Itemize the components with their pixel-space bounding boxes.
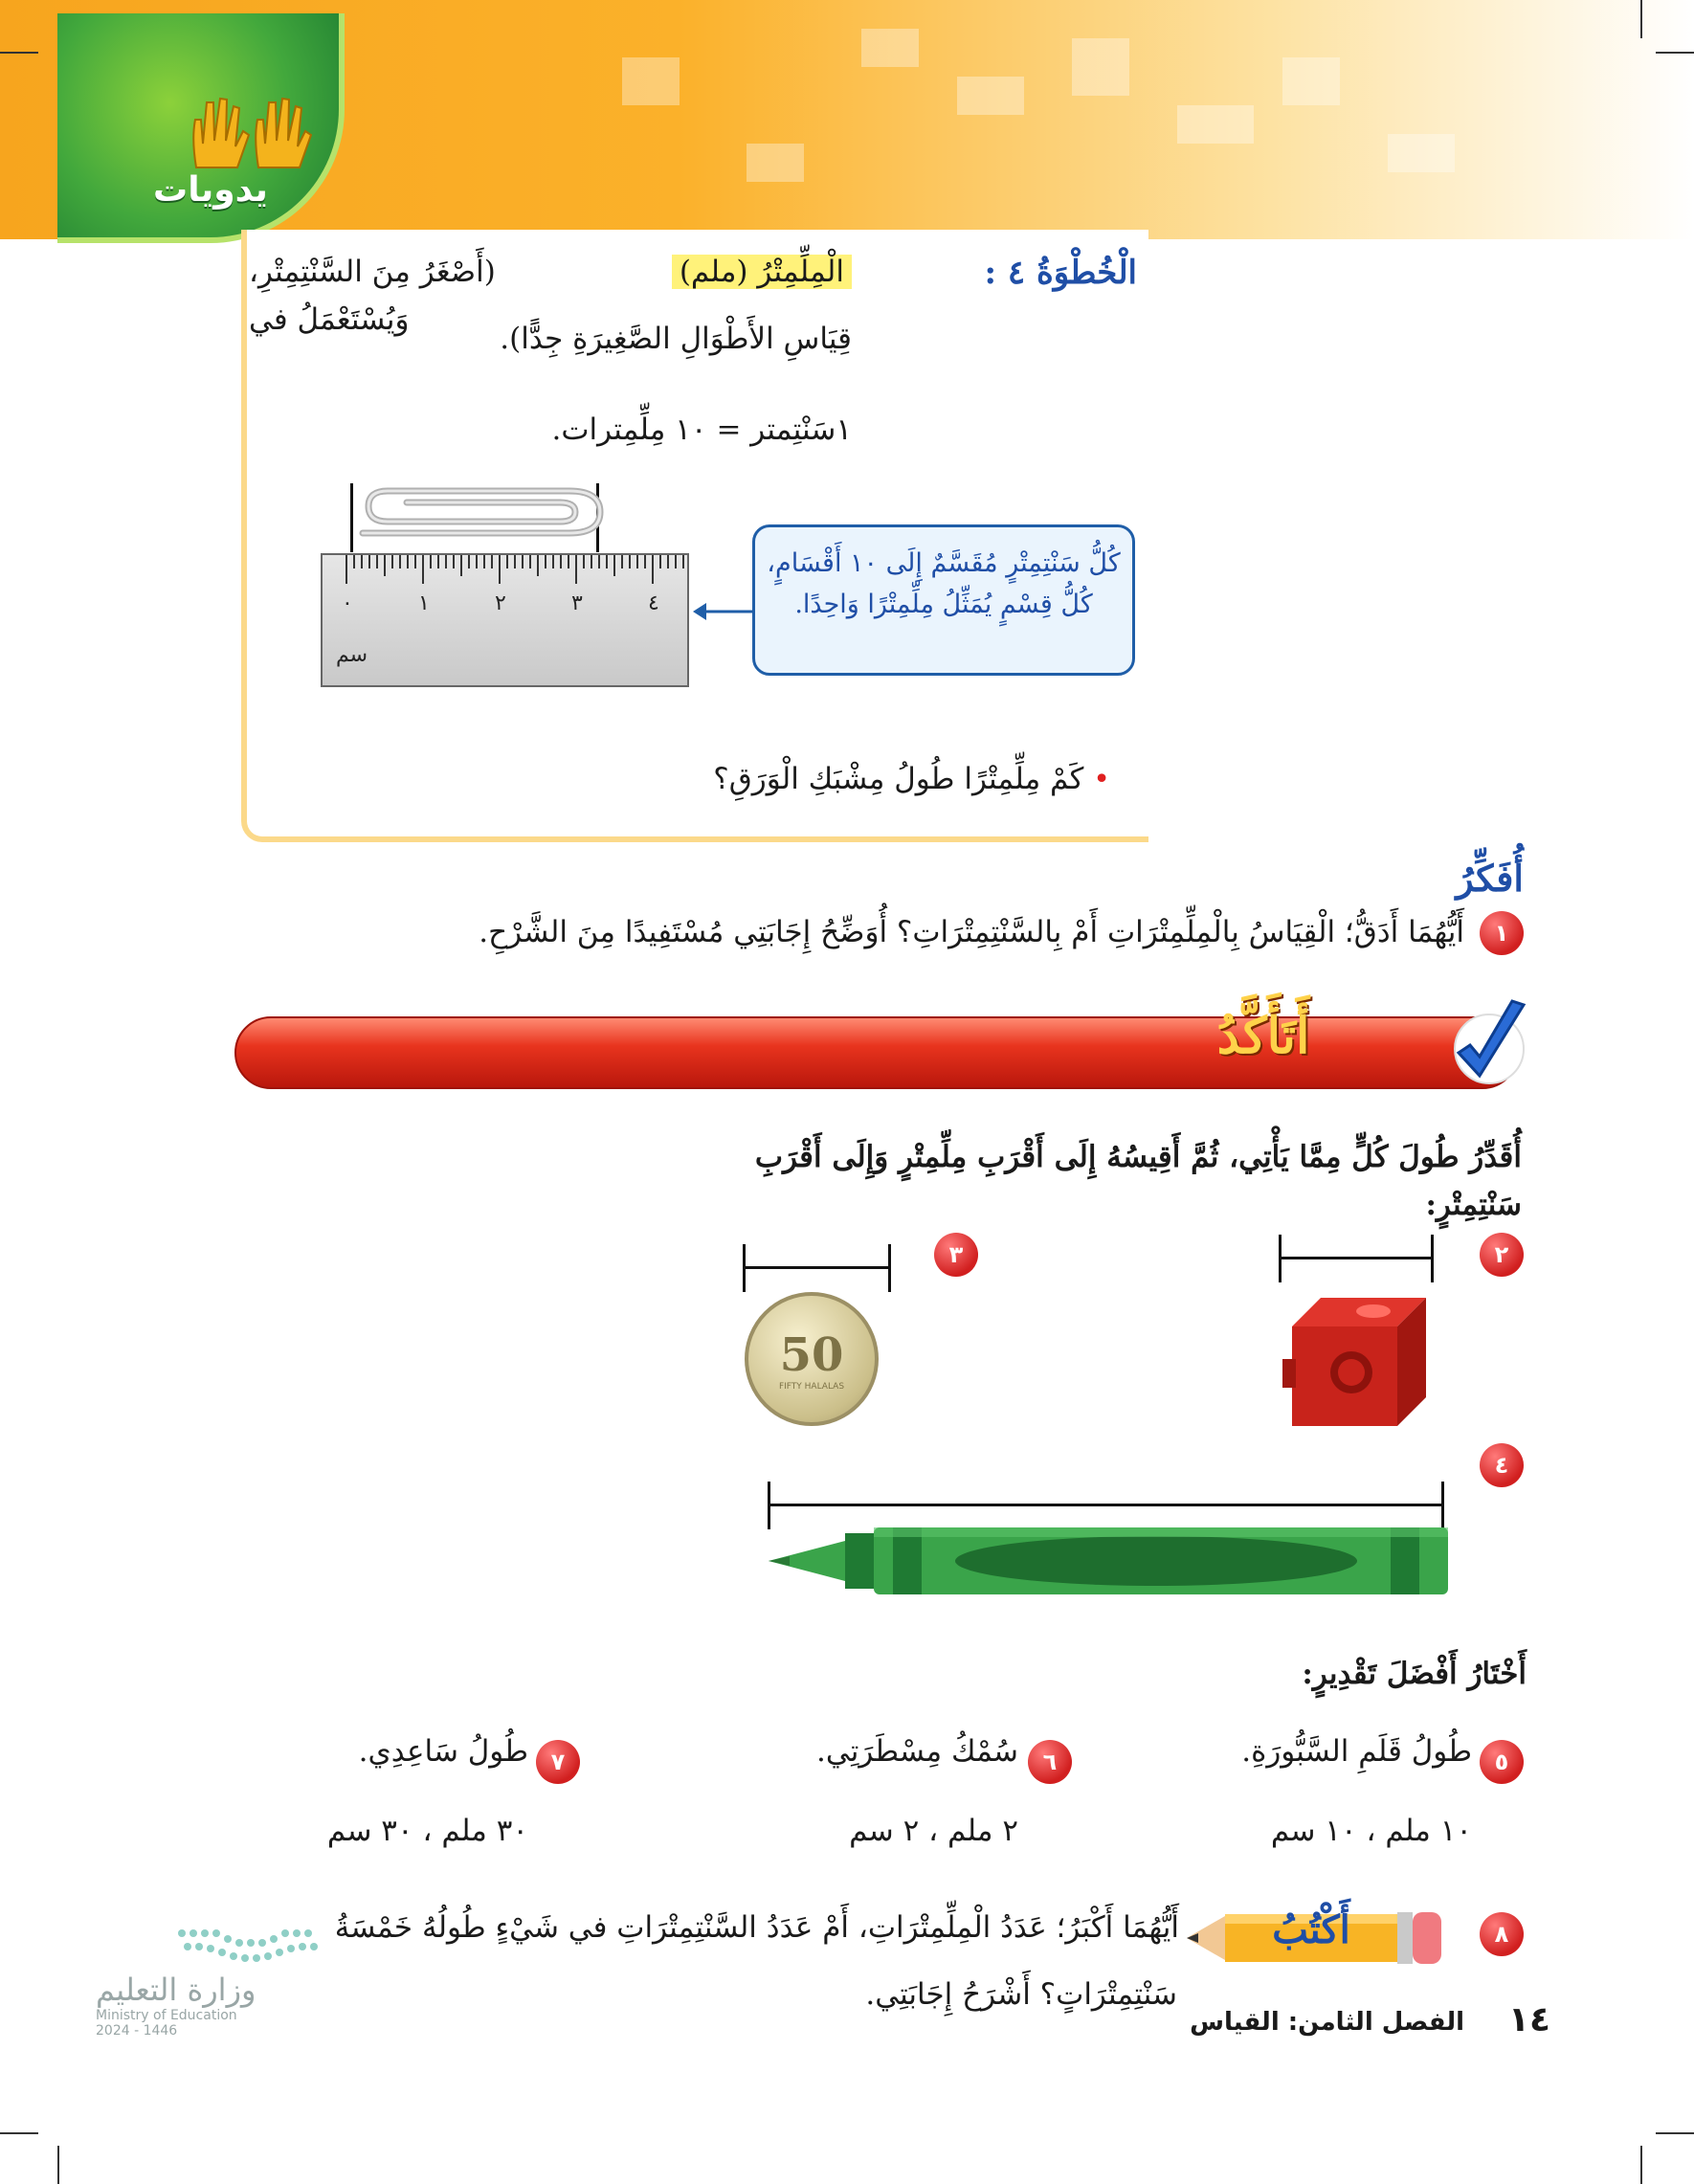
ruler-tick [652,555,654,584]
ruler-label: ٤ [648,591,659,615]
crop-mark [1640,2146,1642,2184]
callout-line2: كُلُّ قِسْمٍ يُمَثِّلُ مِلِّمِتْرًا وَاحِدًا. [794,590,1093,620]
ruler [321,553,689,687]
ruler-tick [644,555,646,568]
chapter-title: الفصل الثامن: القياس [1190,2008,1464,2037]
bullet-icon: • [1093,763,1110,796]
think-question: أَيُّهُمَا أَدَقُّ؛ الْقِيَاسُ بِالْمِلِّمِتْرَاتِ أَمْ بِالسَّنْتِمِتْرَاتِ؟ أُوَضِّحُ إِجَابَتِي مُسْتَفِيدًا مِنَ الشَّرْحِ. [479,915,1464,949]
crop-mark [1656,2132,1694,2134]
ruler-tick [636,555,638,568]
ruler-tick [437,555,439,568]
cube-icon [1282,1292,1426,1426]
ruler-tick [414,555,416,568]
crayon-icon [769,1527,1448,1594]
ruler-tick [545,555,546,568]
step-term [672,249,852,297]
estimate-choices: ٢ ملم ، ٢ سم [849,1814,1018,1848]
crop-mark [1640,0,1642,38]
measure-cap [1441,1482,1444,1529]
ruler-tick [675,555,677,568]
write-line1: أَيُّهُمَا أَكْبَرُ؛ عَدَدُ الْمِلِّمِتْرَاتِ، أَمْ عَدَدُ السَّنْتِمِتْرَاتِ في شَيْءٍ طُولُهُ خَمْسَةُ [334,1910,1179,1945]
hands-icon [182,91,316,177]
estimate-item: سُمْكُ مِسْطَرَتِي. [816,1734,1018,1769]
estimate-item: طُولُ سَاعِدِي. [358,1734,528,1769]
ruler-tick [598,555,600,568]
estimate-item: طُولُ قَلَمِ السَّبُّورَةِ. [1241,1734,1472,1769]
coin-value: 50 [779,1328,844,1382]
ruler-tick [384,555,386,576]
step-title: الْخُطْوَةُ ٤ : [984,254,1137,292]
ministry-logo-icon [172,1914,345,1972]
ruler-tick [376,555,378,568]
ruler-tick [537,555,539,576]
ruler-tick [430,555,432,568]
ruler-tick [422,555,424,584]
ruler-tick [613,555,615,576]
ruler-tick [468,555,470,568]
checkmark-icon [1445,995,1531,1091]
ruler-label: ٠ [342,591,353,615]
ruler-tick [491,555,493,568]
estimate-title: أَخْتَارُ أَفْضَلَ تَقْدِيرٍ: [1302,1657,1527,1691]
write-line2: سَنْتِمِتْرَاتٍ؟ أَشْرَحُ إِجَابَتِي. [865,1977,1177,2012]
ruler-tick [460,555,462,576]
ruler-unit: سم [336,643,368,667]
ruler-tick [522,555,524,568]
crop-mark [1656,52,1694,54]
ruler-tick [682,555,684,568]
badge-label: يدويات [153,170,268,210]
ruler-tick [499,555,501,584]
ruler-tick [583,555,585,568]
ruler-tick [391,555,393,568]
coin [745,1292,879,1426]
ruler-tick [606,555,608,568]
ruler-tick [399,555,401,568]
estimate-choices: ٣٠ ملم ، ٣٠ سم [326,1814,528,1848]
measure-line [746,1266,888,1269]
ruler-tick [514,555,516,568]
ruler-tick [529,555,531,568]
step-line1: (أَصْغَرُ مِنَ السَّنْتِمِتْرِ، وَيُسْتَعْمَلُ في [249,255,496,337]
item-number: ٨ [1480,1912,1524,1956]
estimate-choices: ١٠ ملم ، ١٠ سم [1270,1814,1472,1848]
ruler-tick [621,555,623,568]
crop-mark [0,2132,38,2134]
callout-line1: كُلُّ سَنْتِمِتْرٍ مُقَسَّمٌ إِلَى ١٠ أَقْسَامٍ، [767,548,1121,578]
item-number: ٥ [1480,1740,1524,1784]
question-number: ١ [1480,911,1524,955]
ruler-tick [506,555,508,568]
item-number: ٣ [934,1233,978,1277]
item-number: ٦ [1028,1740,1072,1784]
ruler-tick [591,555,592,568]
think-title: أُفَكِّرُ [1456,857,1524,900]
ministry-en: Ministry of Education [96,2008,237,2023]
ruler-label: ٢ [495,591,506,615]
ruler-tick [345,555,347,584]
ruler-tick [575,555,577,584]
measure-cap [1431,1235,1434,1282]
ruler-tick [445,555,447,568]
ministry-ar: وزارة التعليم [96,1972,256,2008]
ruler-tick [453,555,455,568]
ruler-tick [361,555,363,568]
ruler-tick [667,555,669,568]
item-number: ٢ [1480,1233,1524,1277]
ruler-tick [552,555,554,568]
measure-line [770,1504,1441,1506]
ruler-tick [659,555,661,568]
item-number: ٧ [536,1740,580,1784]
ruler-tick [407,555,409,568]
coin-caption: FIFTY HALALAS [778,1382,845,1392]
ruler-tick [353,555,355,568]
measure-cap [888,1244,891,1292]
ruler-tick [629,555,631,568]
step-question [689,756,1110,804]
paper-clip-icon [349,474,608,550]
measure-line [1282,1257,1431,1259]
arrow-left-icon [691,597,754,626]
ruler-tick [560,555,562,568]
ministry-block [96,1972,287,2039]
item-number: ٤ [1480,1443,1524,1487]
ministry-year: 2024 - 1446 [96,2023,178,2039]
ruler-tick [476,555,478,568]
ruler-tick [368,555,370,568]
question-text: كَمْ مِلِّمِتْرًا طُولُ مِشْبَكِ الْوَرَقِ؟ [713,762,1084,796]
crop-mark [57,2146,59,2184]
step-equation: ١سَنْتِمتر = ١٠ مِلِّمِترات. [551,412,852,447]
step-line2: قِيَاسِ الأَطْوَالِ الصَّغِيرَةِ جِدًّا). [500,322,852,356]
check-title: أَتَأَكَّدُ [1216,1007,1310,1065]
callout-box [752,524,1135,676]
ruler-tick [568,555,569,568]
ruler-label: ٣ [571,591,583,615]
check-instruction: أُقَدِّرُ طُولَ كُلٍّ مِمَّا يَأْتِي، ثُمَّ أَقِيسُهُ إِلَى أَقْرَبِ مِلِّمِتْرٍ وَإِلَى أَقْرَبِ سَنْتِمِتْرٍ: [754,1140,1522,1222]
ruler-label: ١ [418,591,430,615]
ruler-tick [483,555,485,568]
page-number: ١٤ [1508,2000,1550,2039]
crop-mark [0,52,38,54]
write-tag-label: أَكْتُبُ [1272,1907,1350,1952]
term-highlight: الْمِلِّمِتْرُ (ملم) [672,255,852,289]
